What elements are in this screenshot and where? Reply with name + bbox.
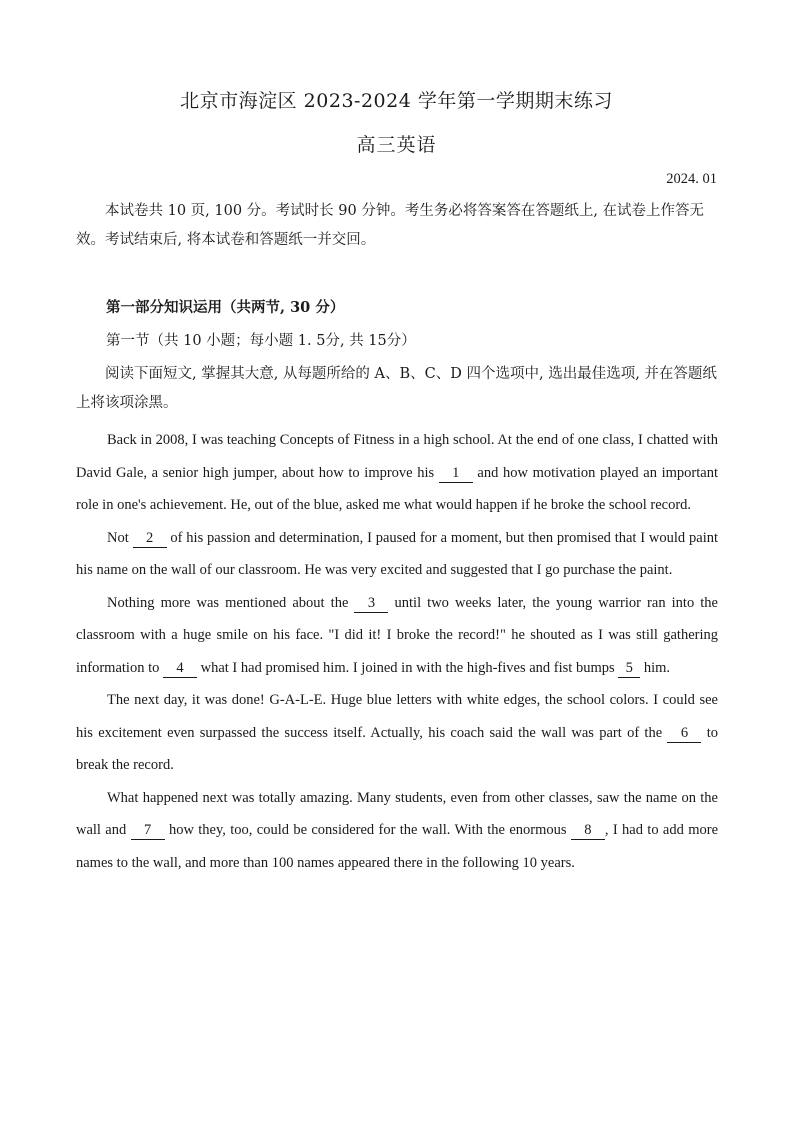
blank-8: 8 bbox=[571, 822, 605, 840]
exam-title: 北京市海淀区 2023-2024 学年第一学期期末练习 bbox=[180, 90, 613, 112]
blank-6: 6 bbox=[667, 725, 701, 743]
part-title: 第一部分知识运用（共两节, 30 分） bbox=[106, 299, 345, 316]
blank-3: 3 bbox=[354, 595, 388, 613]
blank-1: 1 bbox=[439, 465, 473, 483]
exam-subtitle: 高三英语 bbox=[356, 134, 437, 156]
paragraph-3: Nothing more was mentioned about the 3 until two weeks later, the young warrior ran into the classroom with a huge smile on his face. "I did it! I broke the record!" he shouted as I was still gathering information to 4 what I had promised him. I joined in with the high-fives and fist bumps 5 him. bbox=[76, 594, 718, 676]
paragraph-4: The next day, it was done! G-A-L-E. Huge blue letters with white edges, the school colors. I could see his excitement even surpassed the success itself. Actually, his coach said the wall was part of the 6 to break the record. bbox=[76, 692, 719, 773]
exam-instructions: 本试卷共 10 页, 100 分。考试时长 90 分钟。考生务必将答案答在答题纸上, 在试卷上作答无效。考试结束后, 将本试卷和答题纸一并交回。 bbox=[76, 203, 705, 248]
paragraph-2: Not 2 of his passion and determination, I paused for a moment, but then promised that I would paint his name on the wall of our classroom. He was very excited and suggested that I go purchase the paint. bbox=[76, 529, 718, 578]
exam-date: 2024. 01 bbox=[666, 171, 717, 187]
section-instructions: 阅读下面短文, 掌握其大意, 从每题所给的 A、B、C、D 四个选项中, 选出最佳选项, 并在答题纸上将该项涂黑。 bbox=[76, 366, 717, 411]
blank-5: 5 bbox=[618, 660, 640, 678]
section-title: 第一节（共 10 小题；每小题 1. 5分, 共 15分） bbox=[106, 333, 416, 349]
paragraph-1: Back in 2008, I was teaching Concepts of Fitness in a high school. At the end of one class, I chatted with David Gale, a senior high jumper, about how to improve his 1 and how motivation played an important role in one's achievement. He, out of the blue, asked me what would happen if he broke the school record. bbox=[76, 432, 719, 513]
blank-2: 2 bbox=[133, 530, 167, 548]
reading-passage bbox=[76, 424, 718, 879]
paragraph-5: What happened next was totally amazing. Many students, even from other classes, saw the name on the wall and 7 how they, too, could be considered for the wall. With the enormous 8 , I had to add more names to the wall, and more than 100 names appeared there in the following 10 years. bbox=[76, 789, 719, 871]
blank-4: 4 bbox=[163, 660, 197, 678]
blank-7: 7 bbox=[131, 822, 165, 840]
